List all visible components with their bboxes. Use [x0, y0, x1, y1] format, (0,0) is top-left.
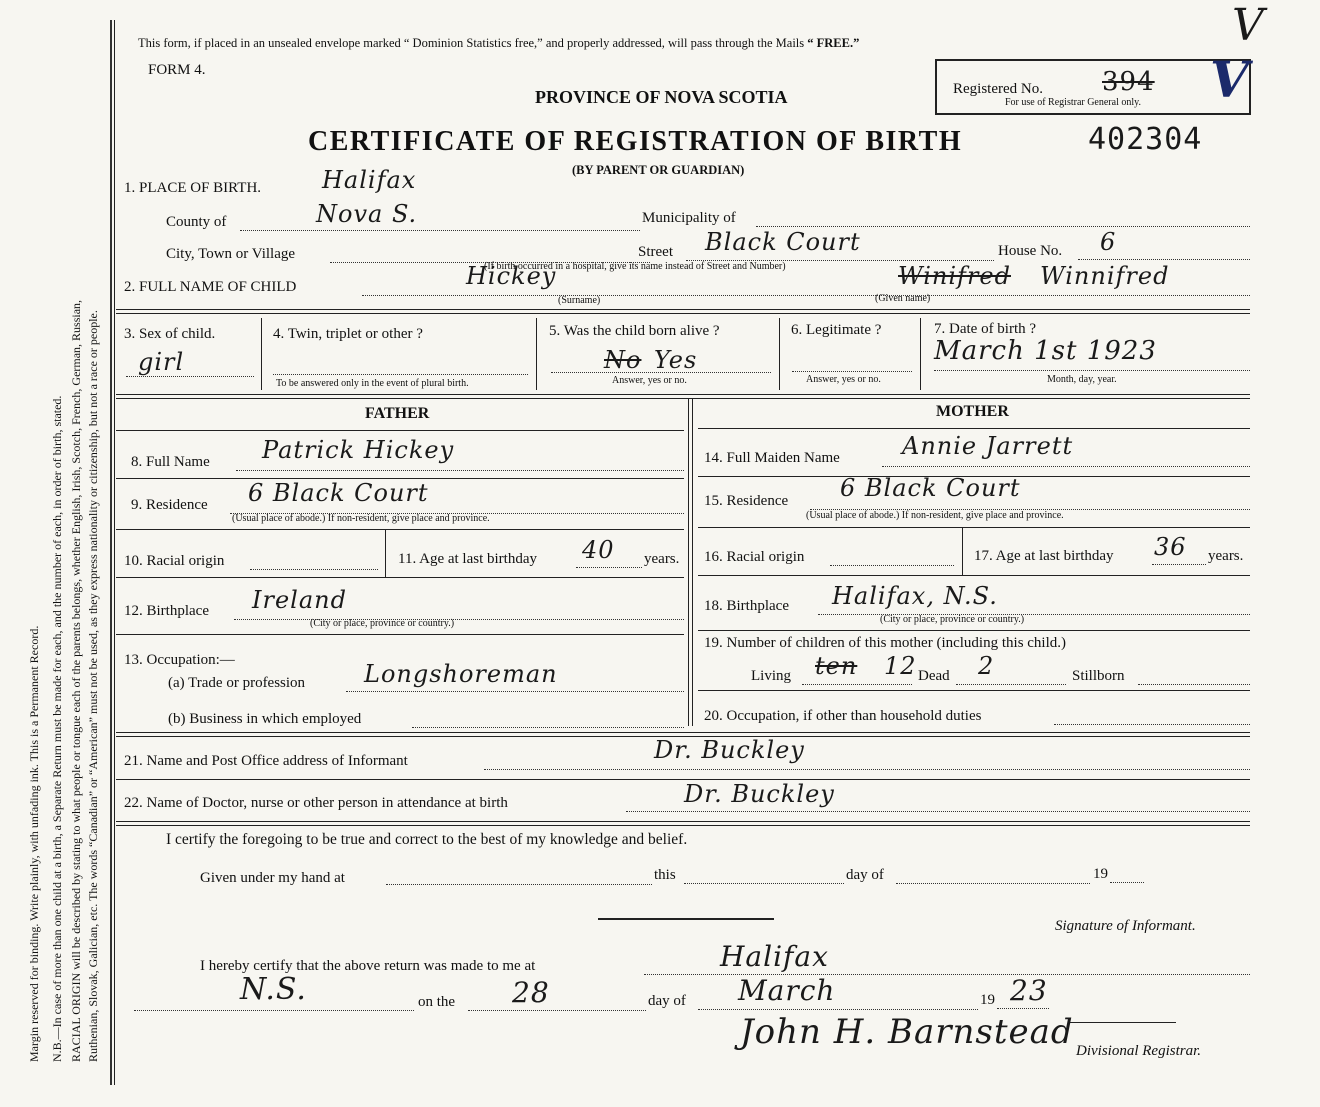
- stillborn-label: Stillborn: [1072, 668, 1125, 684]
- father-trade-value: Longshoreman: [364, 660, 558, 688]
- check-mark-1: V: [1232, 0, 1265, 51]
- mother-name-value: Annie Jarrett: [902, 432, 1074, 460]
- father-racial-label: 10. Racial origin: [124, 553, 225, 569]
- doctor-value: Dr. Buckley: [684, 780, 835, 808]
- twin-label: 4. Twin, triplet or other ?: [273, 326, 423, 342]
- check-mark-2: V: [1210, 50, 1250, 109]
- living-value: 12: [884, 652, 917, 680]
- page-subtitle: (BY PARENT OR GUARDIAN): [572, 163, 745, 177]
- legitimate-note: Answer, yes or no.: [806, 374, 881, 385]
- registrar-signature: John H. Barnstead: [740, 1012, 1074, 1052]
- dob-label: 7. Date of birth ?: [934, 321, 1037, 337]
- certificate-number: 402304: [1088, 122, 1203, 157]
- child-surname: Hickey: [466, 262, 557, 290]
- father-residence-value: 6 Black Court: [248, 479, 429, 507]
- sex-label: 3. Sex of child.: [124, 326, 216, 342]
- registrar-month: March: [738, 974, 836, 1007]
- day-of-label: day of: [846, 867, 884, 883]
- father-birthplace-value: Ireland: [252, 586, 347, 614]
- mother-age-value: 36: [1154, 533, 1187, 561]
- child-name-label: 2. FULL NAME OF CHILD: [124, 279, 297, 295]
- father-abode-note: (Usual place of abode.) If non-resident, give place and province.: [232, 513, 490, 524]
- mother-racial-label: 16. Racial origin: [704, 549, 805, 565]
- form-number: FORM 4.: [148, 62, 206, 78]
- province-heading: PROVINCE OF NOVA SCOTIA: [535, 87, 788, 107]
- father-trade-label: (a) Trade or profession: [168, 675, 306, 691]
- municipality-label: Municipality of: [642, 210, 736, 226]
- mother-residence-value: 6 Black Court: [840, 474, 1021, 502]
- twin-note: To be answered only in the event of plural birth.: [276, 378, 469, 389]
- alive-label: 5. Was the child born alive ?: [549, 323, 720, 339]
- living-struck: ten: [815, 652, 858, 680]
- father-name-label: 8. Full Name: [131, 454, 210, 470]
- living-label: Living: [751, 668, 791, 684]
- mail-notice: This form, if placed in an unsealed envelope marked “ Dominion Statistics free,” and properly addressed, will pass through the Mails “ FREE.”: [138, 36, 860, 50]
- child-given-name: Winnifred: [1040, 262, 1170, 290]
- child-given-struck: Winifred: [898, 262, 1011, 290]
- margin-binding-note: Margin reserved for binding. Write plainly, with unfading ink. This is a Permanent Record.: [27, 625, 41, 1062]
- certify-text: I certify the foregoing to be true and correct to the best of my knowledge and belief.: [166, 831, 688, 848]
- registrar-certify-text: I hereby certify that the above return was made to me at: [200, 958, 536, 974]
- mother-abode-note: (Usual place of abode.) If non-resident, give place and province.: [806, 510, 1064, 521]
- house-value: 6: [1100, 228, 1117, 256]
- mother-birthplace-note: (City or place, province or country.): [880, 614, 1025, 625]
- binding-rule-2: [114, 20, 115, 1085]
- given-under-label: Given under my hand at: [200, 870, 345, 886]
- house-label: House No.: [998, 243, 1063, 259]
- registered-label: Registered No.: [953, 81, 1043, 97]
- legitimate-label: 6. Legitimate ?: [791, 322, 882, 338]
- registered-box: [935, 59, 1251, 115]
- county-label: County of: [166, 214, 227, 230]
- surname-caption: (Surname): [558, 295, 601, 306]
- street-label: Street: [638, 244, 673, 260]
- hospital-note: (If birth occurred in a hospital, give its name instead of Street and Number): [484, 261, 786, 272]
- mother-birthplace-value: Halifax, N.S.: [832, 582, 998, 610]
- year-prefix-2: 19: [980, 992, 995, 1008]
- alive-note: Answer, yes or no.: [612, 375, 687, 386]
- mother-residence-label: 15. Residence: [704, 493, 789, 509]
- registrar-signature-label: Divisional Registrar.: [1076, 1043, 1202, 1059]
- alive-struck: No: [604, 346, 642, 374]
- year-prefix: 19: [1093, 866, 1108, 882]
- dob-note: Month, day, year.: [1047, 374, 1117, 385]
- margin-racial-note-2: Ruthenian, Slovak, Galician, etc. The words “Canadian” or “American” must not be used, as they express nationality or citizenship, but not a race or people.: [86, 310, 100, 1062]
- dead-label: Dead: [918, 668, 950, 684]
- father-age-value: 40: [582, 536, 615, 564]
- father-occupation-label: 13. Occupation:—: [124, 652, 235, 668]
- mother-years: years.: [1208, 548, 1244, 564]
- place-of-birth-label: 1. PLACE OF BIRTH.: [124, 180, 262, 196]
- page-title: CERTIFICATE OF REGISTRATION OF BIRTH: [308, 126, 963, 157]
- father-residence-label: 9. Residence: [131, 497, 208, 513]
- father-years: years.: [644, 551, 680, 567]
- registrar-use-note: For use of Registrar General only.: [1005, 97, 1141, 108]
- mother-age-label: 17. Age at last birthday: [974, 548, 1114, 564]
- mother-occupation-label: 20. Occupation, if other than household duties: [704, 708, 982, 724]
- father-age-label: 11. Age at last birthday: [398, 551, 537, 567]
- informant-value: Dr. Buckley: [654, 736, 805, 764]
- father-birthplace-note: (City or place, province or country.): [310, 618, 455, 629]
- mother-heading: MOTHER: [936, 403, 1009, 420]
- mother-children-label: 19. Number of children of this mother (including this child.): [704, 635, 1067, 651]
- mother-name-label: 14. Full Maiden Name: [704, 450, 840, 466]
- binding-rule: [110, 20, 112, 1085]
- on-the-label: on the: [418, 994, 456, 1010]
- informant-label: 21. Name and Post Office address of Informant: [124, 753, 408, 769]
- registrar-year: 23: [1010, 974, 1048, 1007]
- county-value: Nova S.: [316, 200, 418, 228]
- margin-nb-note: N.B.—In case of more than one child at a birth, a Separate Return must be made for each, and the number of each, in order of birth, stated.: [50, 395, 64, 1062]
- father-birthplace-label: 12. Birthplace: [124, 603, 209, 619]
- given-caption: (Given name): [875, 293, 931, 304]
- registrar-place-2: N.S.: [240, 972, 307, 1007]
- doctor-label: 22. Name of Doctor, nurse or other person in attendance at birth: [124, 795, 508, 811]
- registered-number: 394: [1102, 67, 1155, 97]
- father-heading: FATHER: [365, 405, 430, 422]
- margin-racial-note: RACIAL ORIGIN will be described by stating to what people or tongue each of the parents belongs, whether English, Irish, Scotch, French, German, Russian,: [69, 299, 83, 1062]
- city-label: City, Town or Village: [166, 246, 296, 262]
- sex-value: girl: [138, 348, 185, 376]
- place-of-birth-value: Halifax: [322, 166, 417, 194]
- registrar-day: 28: [512, 976, 550, 1009]
- alive-value: Yes: [654, 346, 698, 374]
- day-of-label-2: day of: [648, 993, 686, 1009]
- mother-birthplace-label: 18. Birthplace: [704, 598, 789, 614]
- dead-value: 2: [978, 652, 995, 680]
- father-name-value: Patrick Hickey: [262, 436, 455, 464]
- father-business-label: (b) Business in which employed: [168, 711, 362, 727]
- informant-signature-label: Signature of Informant.: [1055, 918, 1196, 934]
- this-label: this: [654, 867, 676, 883]
- registrar-place: Halifax: [720, 940, 829, 973]
- street-value: Black Court: [705, 228, 861, 256]
- dob-value: March 1st 1923: [934, 336, 1157, 366]
